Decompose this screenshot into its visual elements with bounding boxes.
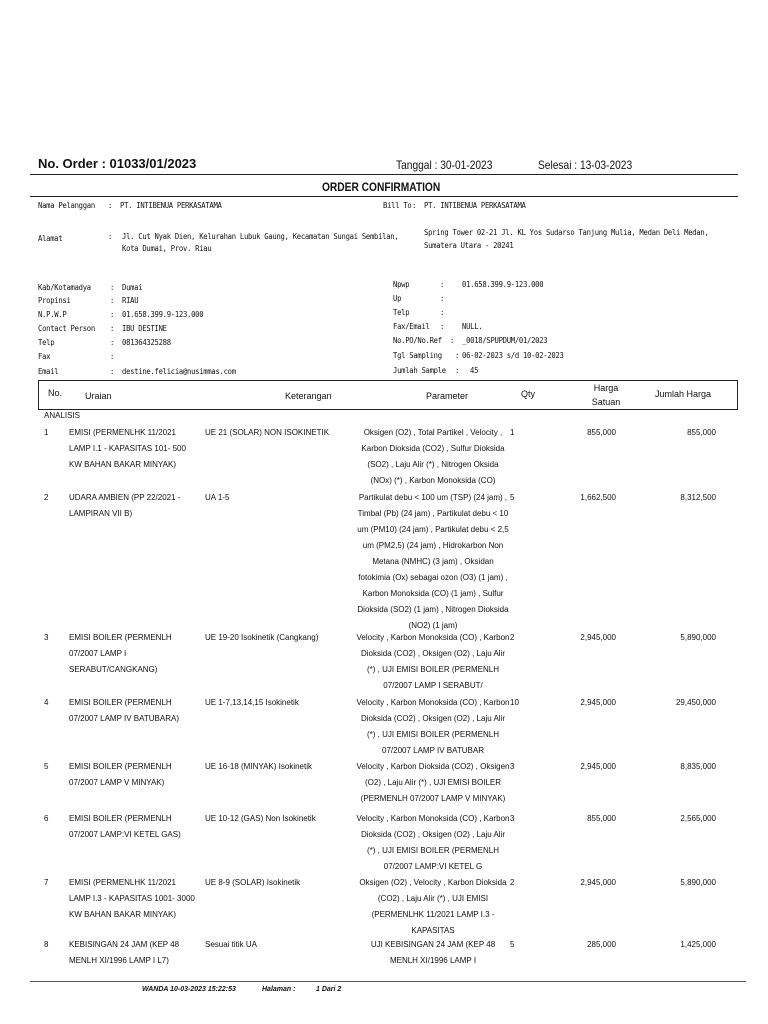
completion-date: Selesai : 13-03-2023 xyxy=(538,158,633,172)
parameter-line: fotokimia (Ox) sebagai ozon (O3) (1 jam) , xyxy=(358,573,508,582)
customer-name-label: Nama Pelanggan xyxy=(38,201,95,210)
parameter-line: (NOx) (*) , Karbon Monoksida (CO) xyxy=(370,476,496,485)
row-uraian xyxy=(69,759,201,791)
customer-name-value: PT. INTIBENUA PERKASATAMA xyxy=(120,201,222,210)
parameter-line: Velocity , Karbon Monoksida (CO) , Karbon xyxy=(356,814,510,823)
row-harga-satuan: 2,945,000 xyxy=(580,878,616,887)
row-harga-satuan: 2,945,000 xyxy=(580,698,616,707)
row-number: 6 xyxy=(44,814,49,823)
bill-address-line-2: Sumatera Utara - 20241 xyxy=(424,241,514,250)
row-number: 7 xyxy=(44,878,49,887)
field-value: 45 xyxy=(470,366,479,375)
parameter-line: Velocity , Karbon Monoksida (CO) , Karbon xyxy=(356,698,510,707)
header-divider-bottom xyxy=(30,196,738,197)
address-line-1: Jl. Cut Nyak Dien, Kelurahan Lubuk Gaung, Kecamatan Sungai Sembilan, xyxy=(122,232,399,241)
parameter-line: Karbon Dioksida (CO2) , Sulfur Dioksida xyxy=(361,444,505,453)
field-label: Email xyxy=(38,367,59,376)
field-label: Jumlah Sample xyxy=(393,366,446,375)
field-value: 081364325288 xyxy=(122,338,171,347)
row-parameter xyxy=(345,490,521,634)
col-header-qty: Qty xyxy=(521,389,536,399)
row-parameter xyxy=(345,759,521,807)
row-uraian xyxy=(69,425,201,473)
row-uraian xyxy=(69,875,201,923)
parameter-line: Dioksida (CO2) , Oksigen (O2) , Laju Alir xyxy=(360,649,506,658)
row-jumlah-harga: 5,890,000 xyxy=(680,878,716,887)
document-title: ORDER CONFIRMATION xyxy=(322,180,441,194)
uraian-line: UDARA AMBIEN (PP 22/2021 - xyxy=(69,493,181,502)
footer-page-value: 1 Dari 2 xyxy=(316,986,342,993)
row-number: 3 xyxy=(44,633,49,642)
parameter-line: (*) , UJI EMISI BOILER (PERMENLH xyxy=(366,665,500,674)
parameter-line: UJI KEBISINGAN 24 JAM (KEP 48 xyxy=(370,940,496,949)
uraian-line: EMISI BOILER (PERMENLH xyxy=(69,633,172,642)
field-label: Tgl Sampling xyxy=(393,351,442,360)
row-jumlah-harga: 29,450,000 xyxy=(675,698,716,707)
col-header-parameter: Parameter xyxy=(426,391,469,401)
uraian-line: KW BAHAN BAKAR MINYAK) xyxy=(69,910,176,919)
field-label: Kab/Kotamadya xyxy=(38,283,91,292)
row-uraian xyxy=(69,490,201,522)
parameter-line: 07/2007 LAMP:VI KETEL G xyxy=(383,862,483,871)
parameter-line: (PERMENLHK 11/2021 LAMP I.3 - xyxy=(371,910,495,919)
uraian-line: 07/2007 LAMP:VI KETEL GAS) xyxy=(69,830,181,839)
row-qty: 3 xyxy=(510,762,515,771)
row-parameter xyxy=(345,937,521,969)
address-line-2: Kota Dumai, Prov. Riau xyxy=(122,244,212,253)
row-harga-satuan: 1,662,500 xyxy=(580,493,616,502)
section-label: ANALISIS xyxy=(44,411,81,420)
field-label: Telp xyxy=(393,308,410,317)
field-label: No.PO/No.Ref xyxy=(393,336,442,345)
row-keterangan: UE 8-9 (SOLAR) Isokinetik xyxy=(205,878,301,887)
field-value: 01.658.399.9-123.000 xyxy=(122,310,204,319)
parameter-line: Dioksida (SO2) (1 jam) , Nitrogen Dioksida xyxy=(357,605,509,614)
footer-user-timestamp: WANDA 10-03-2023 15:22:53 xyxy=(142,986,236,993)
row-jumlah-harga: 8,835,000 xyxy=(680,762,716,771)
field-label: Fax xyxy=(38,352,51,361)
uraian-line: 07/2007 LAMP I xyxy=(69,649,127,658)
row-keterangan: Sesuai titik UA xyxy=(205,940,258,949)
uraian-line: LAMP I.3 - KAPASITAS 1001- 3000 xyxy=(69,894,195,903)
row-qty: 1 xyxy=(510,428,515,437)
row-parameter xyxy=(345,630,521,694)
row-jumlah-harga: 855,000 xyxy=(687,428,716,437)
parameter-line: 07/2007 LAMP IV BATUBAR xyxy=(382,746,484,755)
parameter-line: Oksigen (O2) , Total Partikel , Velocity , xyxy=(363,428,503,437)
order-number: No. Order : 01033/01/2023 xyxy=(38,156,197,171)
parameter-line: Velocity , Karbon Monoksida (CO) , Karbon xyxy=(356,633,510,642)
col-header-no: No. xyxy=(48,388,63,398)
col-header-satuan: Satuan xyxy=(591,397,621,407)
header-divider-top xyxy=(30,174,738,175)
field-value: IBU DESTINE xyxy=(122,324,167,333)
bill-to-value: PT. INTIBENUA PERKASATAMA xyxy=(424,201,526,210)
parameter-line: Dioksida (CO2) , Oksigen (O2) , Laju Alir xyxy=(360,830,506,839)
row-jumlah-harga: 5,890,000 xyxy=(680,633,716,642)
row-keterangan: UE 16-18 (MINYAK) Isokinetik xyxy=(205,762,312,771)
parameter-line: um (PM2,5) (24 jam) , Hidrokarbon Non xyxy=(362,541,504,550)
field-label: Propinsi xyxy=(38,296,71,305)
parameter-line: (SO2) , Laju Alir (*) , Nitrogen Oksida xyxy=(367,460,499,469)
row-keterangan: UA 1-5 xyxy=(205,493,230,502)
bill-to-label: Bill To xyxy=(383,201,412,210)
parameter-line: (NO2) (1 jam) xyxy=(408,621,458,630)
field-value: 01.658.399.9-123.000 xyxy=(462,280,544,289)
row-qty: 3 xyxy=(510,814,515,823)
row-keterangan: UE 19-20 Isokinetik (Cangkang) xyxy=(205,633,319,642)
row-qty: 10 xyxy=(510,698,519,707)
uraian-line: EMISI (PERMENLHK 11/2021 xyxy=(69,428,177,437)
parameter-line: (*) , UJI EMISI BOILER (PERMENLH xyxy=(366,730,500,739)
parameter-line: (*) , UJI EMISI BOILER (PERMENLH xyxy=(366,846,500,855)
parameter-line: Metana (NMHC) (3 jam) , Oksidan xyxy=(372,557,494,566)
uraian-line: MENLH XI/1996 LAMP I L7) xyxy=(69,956,169,965)
uraian-line: EMISI BOILER (PERMENLH xyxy=(69,814,172,823)
order-date: Tanggal : 30-01-2023 xyxy=(396,158,493,172)
parameter-line: Partikulat debu < 100 um (TSP) (24 jam) , xyxy=(358,493,508,502)
parameter-line: Karbon Monoksida (CO) (1 jam) , Sulfur xyxy=(362,589,504,598)
uraian-line: KW BAHAN BAKAR MINYAK) xyxy=(69,460,176,469)
uraian-line: LAMP I.1 - KAPASITAS 101- 500 xyxy=(69,444,186,453)
parameter-line: (PERMENLH 07/2007 LAMP V MINYAK) xyxy=(360,794,506,803)
parameter-line: MENLH XI/1996 LAMP I xyxy=(389,956,477,965)
parameter-line: KAPASITAS xyxy=(411,926,455,935)
field-value: _0018/SPUPDUM/01/2023 xyxy=(462,336,548,345)
parameter-line: Oksigen (O2) , Velocity , Karbon Dioksida xyxy=(359,878,507,887)
field-value: Dumai xyxy=(122,283,143,292)
field-label: N.P.W.P xyxy=(38,310,67,319)
footer-divider xyxy=(30,981,746,982)
col-header-uraian: Uraian xyxy=(85,391,112,401)
field-label: Up xyxy=(393,294,402,303)
row-qty: 2 xyxy=(510,878,515,887)
col-header-jumlah: Jumlah Harga xyxy=(655,389,712,399)
parameter-line: Dioksida (CO2) , Oksigen (O2) , Laju Alir xyxy=(360,714,506,723)
uraian-line: 07/2007 LAMP V MINYAK) xyxy=(69,778,165,787)
col-header-harga: Harga xyxy=(593,383,619,393)
uraian-line: LAMPIRAN VII B) xyxy=(69,509,133,518)
row-jumlah-harga: 8,312,500 xyxy=(680,493,716,502)
parameter-line: um (PM10) (24 jam) , Partikulat debu < 2,5 xyxy=(357,525,509,534)
uraian-line: SERABUT/CANGKANG) xyxy=(69,665,158,674)
field-value: 06-02-2023 s/d 10-02-2023 xyxy=(462,351,564,360)
field-label: Npwp xyxy=(393,280,410,289)
uraian-line: EMISI BOILER (PERMENLH xyxy=(69,698,172,707)
field-value: NULL. xyxy=(462,322,483,331)
uraian-line: KEBISINGAN 24 JAM (KEP 48 xyxy=(69,940,180,949)
row-harga-satuan: 285,000 xyxy=(587,940,616,949)
row-number: 2 xyxy=(44,493,49,502)
parameter-line: 07/2007 LAMP I SERABUT/ xyxy=(383,681,483,690)
row-qty: 2 xyxy=(510,633,515,642)
row-harga-satuan: 2,945,000 xyxy=(580,762,616,771)
row-qty: 5 xyxy=(510,493,515,502)
row-jumlah-harga: 1,425,000 xyxy=(680,940,716,949)
row-number: 8 xyxy=(44,940,49,949)
col-header-keterangan: Keterangan xyxy=(285,391,332,401)
parameter-line: Timbal (Pb) (24 jam) , Partikulat debu < 10 xyxy=(357,509,509,518)
address-label: Alamat xyxy=(38,234,63,243)
row-number: 4 xyxy=(44,698,49,707)
row-number: 1 xyxy=(44,428,49,437)
row-parameter xyxy=(345,695,521,759)
row-harga-satuan: 2,945,000 xyxy=(580,633,616,642)
uraian-line: EMISI (PERMENLHK 11/2021 xyxy=(69,878,177,887)
row-parameter xyxy=(345,875,521,939)
field-label: Contact Person xyxy=(38,324,95,333)
footer-page-label: Halaman : xyxy=(262,986,296,993)
row-parameter xyxy=(345,811,521,875)
parameter-line: Velocity , Karbon Dioksida (CO2) , Oksigen xyxy=(356,762,510,771)
row-jumlah-harga: 2,565,000 xyxy=(680,814,716,823)
field-value: destine.felicia@nusimmas.com xyxy=(122,367,236,376)
parameter-line: (CO2) , Laju Alir (*) , UJI EMISI xyxy=(377,894,489,903)
row-uraian xyxy=(69,695,201,727)
row-keterangan: UE 21 (SOLAR) NON ISOKINETIK xyxy=(205,428,330,437)
row-harga-satuan: 855,000 xyxy=(587,814,616,823)
row-harga-satuan: 855,000 xyxy=(587,428,616,437)
row-number: 5 xyxy=(44,762,49,771)
row-uraian xyxy=(69,811,201,843)
field-label: Telp xyxy=(38,338,55,347)
row-qty: 5 xyxy=(510,940,515,949)
field-label: Fax/Email xyxy=(393,322,430,331)
row-uraian xyxy=(69,630,201,678)
bill-address-line-1: Spring Tower 02-21 Jl. KL Yos Sudarso Tanjung Mulia, Medan Deli Medan, xyxy=(424,228,709,237)
row-uraian xyxy=(69,937,201,969)
parameter-line: (O2) , Laju Alir (*) , UJI EMISI BOILER xyxy=(364,778,502,787)
row-keterangan: UE 1-7,13,14,15 Isokinetik xyxy=(205,698,299,707)
uraian-line: EMISI BOILER (PERMENLH xyxy=(69,762,172,771)
field-value: RIAU xyxy=(122,296,139,305)
uraian-line: 07/2007 LAMP IV BATUBARA) xyxy=(69,714,179,723)
row-keterangan: UE 10-12 (GAS) Non Isokinetik xyxy=(205,814,316,823)
row-parameter xyxy=(345,425,521,489)
